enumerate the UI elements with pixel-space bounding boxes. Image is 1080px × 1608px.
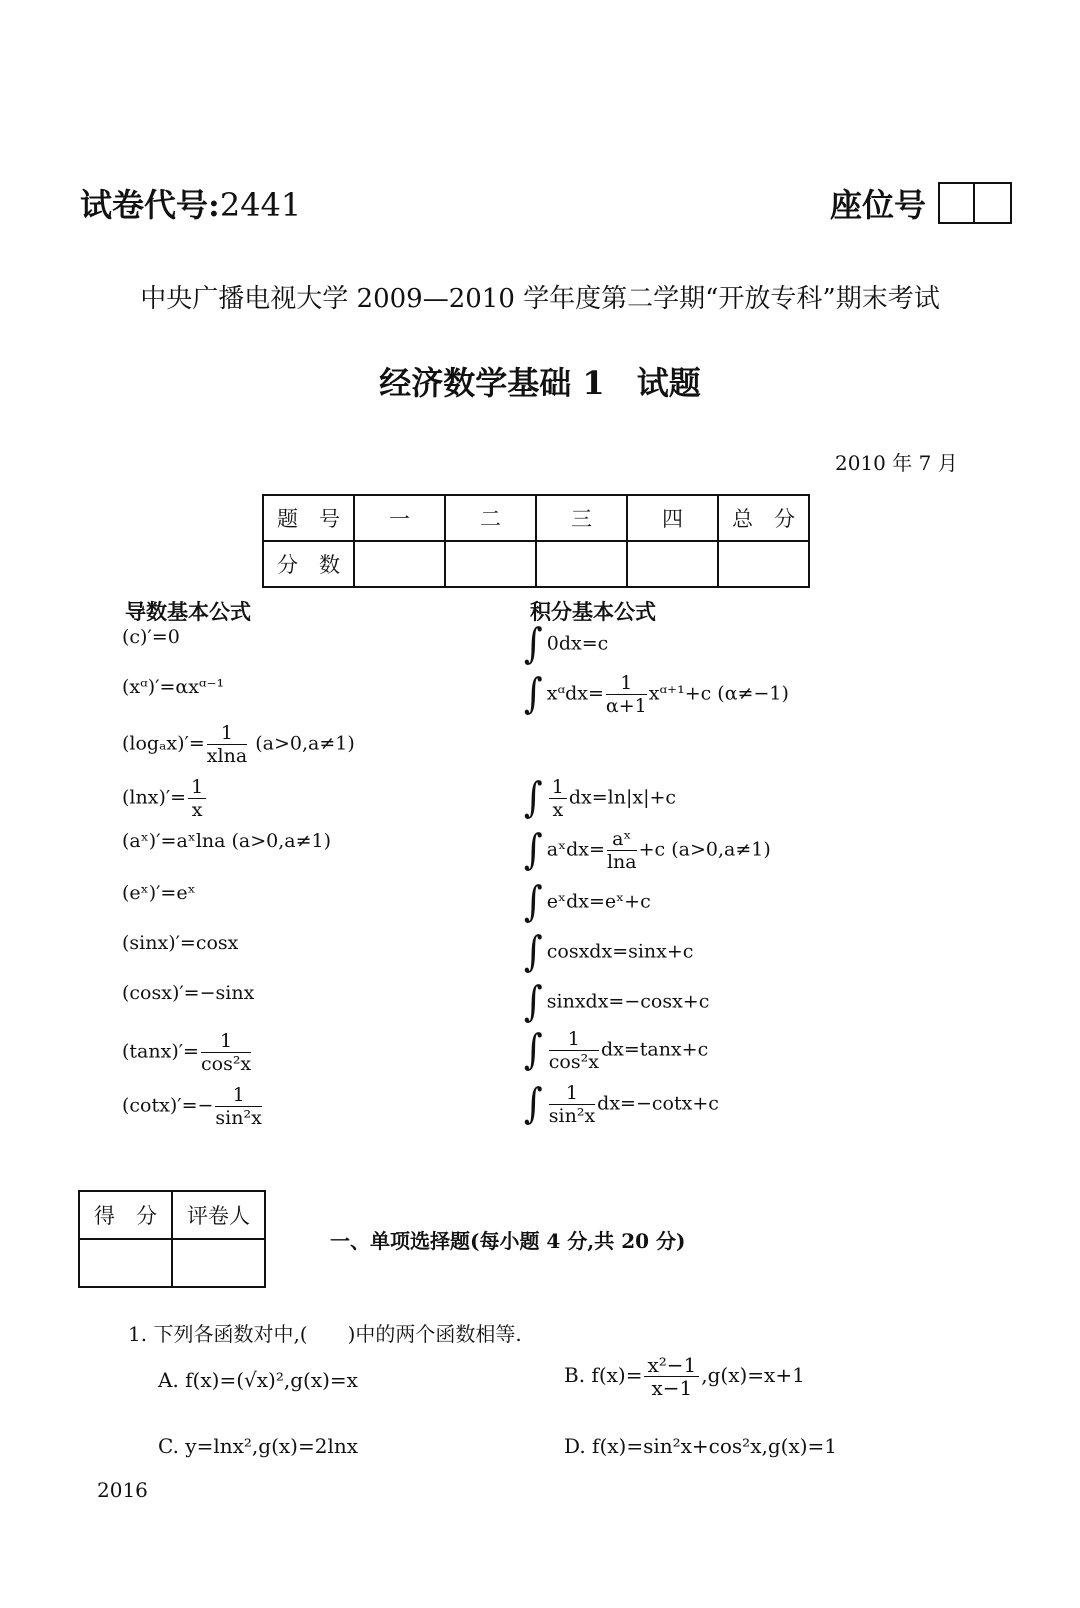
fraction: [549, 1082, 595, 1127]
university-line: 中央广播电视大学 2009—2010 学年度第二学期“开放专科”期末考试: [140, 284, 940, 314]
integral-formula: [524, 1028, 708, 1073]
score-table: [262, 494, 810, 588]
integral-sign-icon: ∫: [524, 1080, 543, 1129]
derivative-lhs: (lnx)′=: [122, 786, 187, 809]
fraction: [215, 1084, 261, 1129]
integral-expr: dx=tanx+c: [600, 1038, 709, 1061]
integral-formula: [524, 1082, 719, 1127]
integral-sign-icon: ∫: [524, 620, 543, 669]
integral-formula: [524, 978, 710, 1027]
fraction: [606, 672, 647, 717]
fraction: [549, 1028, 599, 1073]
derivative-formula: (aˣ)′=aˣlna (a>0,a≠1): [122, 830, 332, 852]
paper-code-sep: :: [208, 186, 220, 224]
integral-expr: xᵅ⁺¹+c (α≠−1): [648, 682, 789, 705]
numerator: x²−1: [644, 1354, 699, 1377]
integral-formula: [524, 672, 789, 717]
denominator: xlna: [206, 745, 248, 767]
score-entry[interactable]: [627, 541, 718, 587]
derivative-formula: (cosx)′=−sinx: [122, 982, 255, 1004]
score-cell-q1: 一: [354, 495, 445, 541]
derivative-heading: 导数基本公式: [125, 599, 251, 624]
integral-formula: [524, 828, 771, 873]
paper-code: [80, 180, 301, 226]
grader-score-label: 得 分: [79, 1191, 172, 1239]
fraction: [207, 722, 247, 767]
option-c: C. y=lnx²,g(x)=2lnx: [158, 1434, 359, 1458]
fraction: [549, 776, 567, 821]
score-entry[interactable]: [445, 541, 536, 587]
integral-heading: 积分基本公式: [530, 599, 656, 624]
integral-expr: 0dx=c: [546, 632, 609, 655]
derivative-formula: (c)′=0: [122, 626, 180, 648]
denominator: sin²x: [548, 1105, 596, 1127]
page-number: 2016: [97, 1478, 148, 1502]
option-b-prefix: B. f(x)=: [564, 1363, 643, 1387]
fraction: [188, 776, 206, 821]
integral-formula: [524, 620, 609, 669]
grader-score-entry[interactable]: [79, 1239, 172, 1287]
denominator: cos²x: [200, 1053, 252, 1075]
integral-sign-icon: ∫: [524, 978, 543, 1027]
integral-expr: xᵅdx=: [546, 682, 604, 705]
derivative-formula: [122, 1030, 253, 1075]
numerator: 1: [215, 1084, 261, 1107]
option-b: [564, 1354, 805, 1399]
option-d: D. f(x)=sin²x+cos²x,g(x)=1: [564, 1434, 838, 1458]
derivative-formula: (xᵅ)′=αxᵅ⁻¹: [122, 676, 225, 698]
score-entry[interactable]: [354, 541, 445, 587]
integral-sign-icon: ∫: [524, 670, 543, 719]
paper-code-label: 试卷代号: [80, 186, 209, 224]
integral-formula: [524, 928, 694, 977]
numerator: aˣ: [607, 828, 637, 851]
integral-formula: [524, 878, 651, 927]
score-cell-q3: 三: [536, 495, 627, 541]
integral-sign-icon: ∫: [524, 774, 543, 823]
derivative-formula: (eˣ)′=eˣ: [122, 882, 196, 904]
option-b-suffix: ,g(x)=x+1: [701, 1363, 805, 1387]
numerator: 1: [549, 1028, 599, 1051]
denominator: x−1: [651, 1376, 693, 1400]
denominator: x: [191, 799, 203, 821]
integral-expr: +c (a>0,a≠1): [638, 838, 771, 861]
seat-number-label: 座位号: [830, 186, 927, 224]
integral-expr: eˣdx=eˣ+c: [546, 890, 651, 913]
score-row-label: 分 数: [263, 541, 354, 587]
fraction: [201, 1030, 251, 1075]
score-entry[interactable]: [536, 541, 627, 587]
derivative-formula: [122, 1084, 264, 1129]
numerator: 1: [201, 1030, 251, 1053]
derivative-lhs: (logₐx)′=: [122, 732, 205, 755]
score-cell-label: 题 号: [263, 495, 354, 541]
condition: (a>0,a≠1): [255, 732, 355, 755]
grader-header-row: [79, 1191, 265, 1239]
integral-expr: sinxdx=−cosx+c: [546, 990, 710, 1013]
integral-expr: dx=ln|x|+c: [568, 786, 677, 809]
derivative-formula: (sinx)′=cosx: [122, 932, 239, 954]
question-stem: 1. 下列各函数对中,( )中的两个函数相等.: [128, 1322, 522, 1346]
grader-entry-row: [79, 1239, 265, 1287]
section-heading: 一、单项选择题(每小题 4 分,共 20 分): [330, 1229, 686, 1253]
option-a: A. f(x)=(√x)²,g(x)=x: [158, 1368, 358, 1392]
numerator: 1: [606, 672, 647, 695]
denominator: α+1: [605, 695, 647, 717]
integral-formula: [524, 776, 676, 821]
seat-number: [830, 180, 926, 226]
integral-sign-icon: ∫: [524, 826, 543, 875]
exam-date: 2010 年 7 月: [835, 451, 958, 475]
derivative-lhs: (cotx)′=−: [122, 1094, 214, 1117]
derivative-formula: [122, 722, 355, 767]
fraction: [644, 1354, 699, 1399]
numerator: 1: [549, 776, 567, 799]
denominator: x: [552, 799, 564, 821]
paper-code-value: 2441: [219, 186, 302, 224]
integral-sign-icon: ∫: [524, 878, 543, 927]
integral-sign-icon: ∫: [524, 1026, 543, 1075]
derivative-lhs: (tanx)′=: [122, 1040, 199, 1063]
fraction: [607, 828, 637, 873]
integral-expr: dx=−cotx+c: [597, 1092, 719, 1115]
seat-number-box[interactable]: [938, 182, 1012, 224]
denominator: lna: [606, 851, 637, 873]
grader-name-label: 评卷人: [172, 1191, 265, 1239]
numerator: 1: [207, 722, 247, 745]
denominator: cos²x: [548, 1051, 599, 1073]
numerator: 1: [549, 1082, 595, 1105]
grader-table: [78, 1190, 266, 1288]
numerator: 1: [188, 776, 206, 799]
score-table-score-row: [263, 541, 809, 587]
denominator: sin²x: [215, 1107, 262, 1129]
score-cell-total: 总 分: [718, 495, 809, 541]
score-entry[interactable]: [718, 541, 809, 587]
score-table-header-row: [263, 495, 809, 541]
exam-title: 经济数学基础 1 试题: [379, 364, 701, 402]
derivative-formula: [122, 776, 208, 821]
integral-sign-icon: ∫: [524, 928, 543, 977]
integral-expr: aˣdx=: [546, 838, 605, 861]
integral-expr: cosxdx=sinx+c: [546, 940, 694, 963]
grader-name-entry[interactable]: [172, 1239, 265, 1287]
score-cell-q4: 四: [627, 495, 718, 541]
score-cell-q2: 二: [445, 495, 536, 541]
